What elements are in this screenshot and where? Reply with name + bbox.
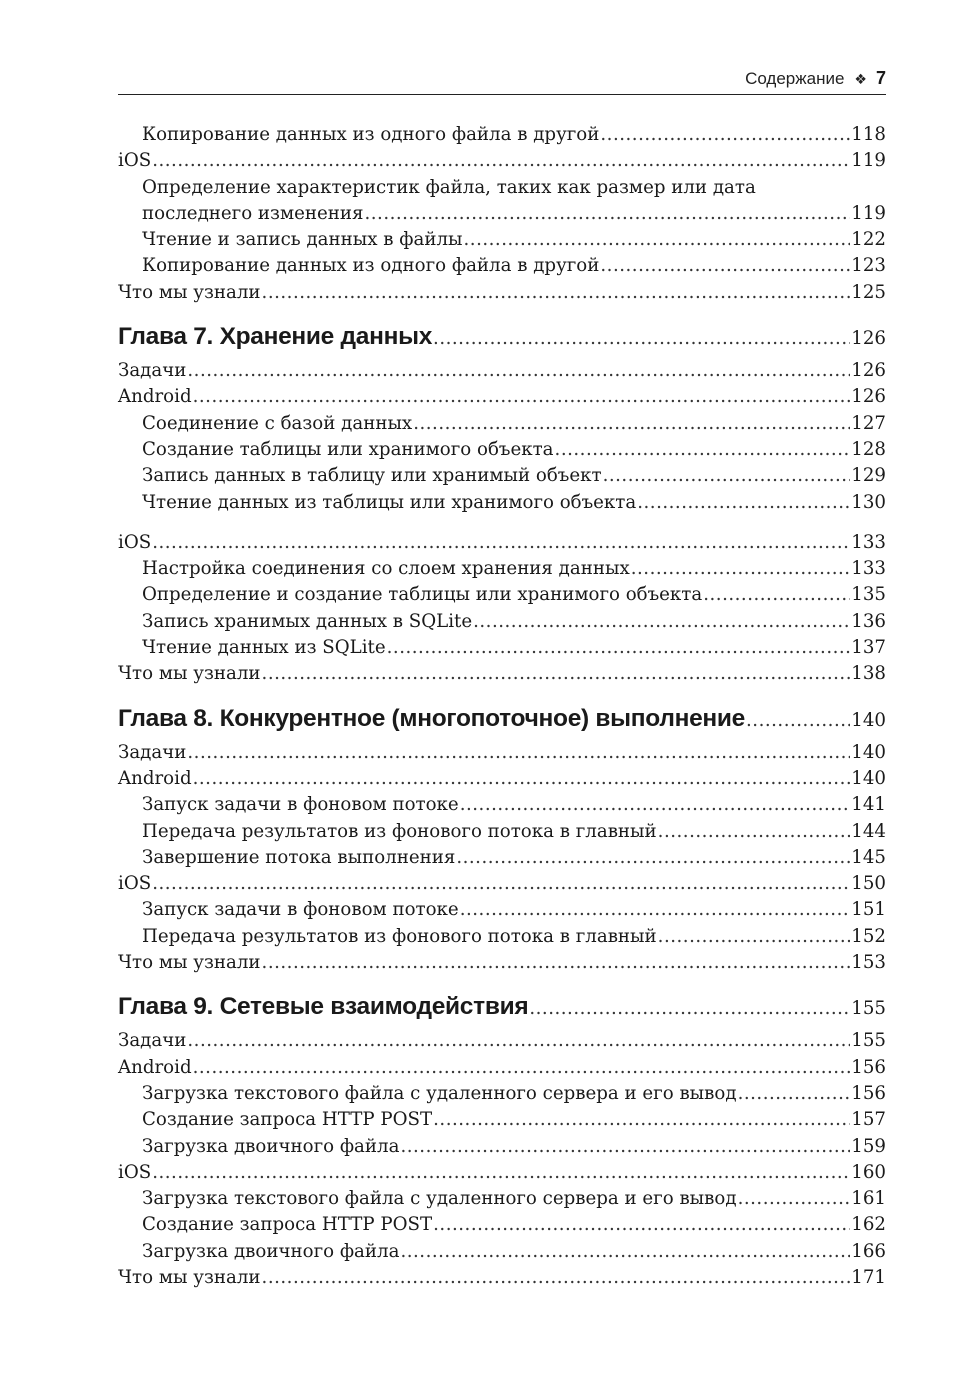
dot-leader [464, 227, 851, 253]
dot-leader [603, 463, 851, 489]
toc-entry[interactable] [118, 358, 886, 384]
toc-entry-title: Загрузка двоичного файла [142, 1135, 400, 1157]
toc-entry-title: Передача результатов из фонового потока в главный [142, 820, 657, 842]
toc-entry-page: 150 [851, 873, 886, 895]
running-header-text [745, 68, 886, 89]
toc-entry[interactable] [118, 924, 886, 950]
spacer [118, 516, 886, 530]
dot-leader [387, 635, 851, 661]
page-number: 7 [875, 68, 886, 88]
toc-entry-title: Чтение данных из SQLite [142, 637, 386, 659]
toc-entry-title: Что мы узнали [118, 663, 261, 685]
dot-leader [555, 437, 851, 463]
toc-entry[interactable] [118, 897, 886, 923]
toc-entry[interactable] [118, 661, 886, 687]
toc-entry-page: 140 [851, 741, 886, 763]
toc-entry[interactable] [118, 635, 886, 661]
chapter-title: Глава 7. Хранение данных [118, 323, 433, 351]
dot-leader [738, 1081, 851, 1107]
toc-entry-page: 161 [851, 1188, 886, 1210]
toc-entry-title: Загрузка текстового файла с удаленного сервера и его вывод [142, 1188, 737, 1210]
toc-entry-title: Создание запроса HTTP POST [142, 1109, 433, 1131]
toc-entry[interactable] [118, 201, 886, 227]
dot-leader [460, 792, 851, 818]
toc-entry[interactable] [118, 122, 886, 148]
dot-leader [152, 148, 850, 174]
dot-leader [193, 766, 851, 792]
toc-entry-page: 122 [851, 229, 886, 251]
toc-entry-page: 166 [851, 1240, 886, 1262]
toc-entry-page: 133 [851, 531, 886, 553]
toc-entry-title: Что мы узнали [118, 952, 261, 974]
toc-entry-title: Определение и создание таблицы или хранимого объекта [142, 584, 703, 606]
dot-leader [152, 1160, 850, 1186]
dot-leader [187, 1028, 850, 1054]
toc-entry-title: Android [118, 767, 192, 789]
toc-entry-title: Настройка соединения со слоем хранения данных [142, 558, 630, 580]
toc-entry-title: Чтение и запись данных в файлы [142, 229, 463, 251]
dot-leader [658, 924, 851, 950]
toc-entry[interactable] [118, 384, 886, 410]
toc-entry[interactable] [118, 280, 886, 306]
toc-entry-page: 156 [851, 1082, 886, 1104]
toc-entry[interactable] [118, 1081, 886, 1107]
chapter-page: 140 [851, 709, 886, 731]
toc-entry[interactable] [118, 819, 886, 845]
chapter-title: Глава 9. Сетевые взаимодействия [118, 993, 529, 1021]
dot-leader [658, 819, 851, 845]
dot-leader [187, 358, 850, 384]
dot-leader [460, 897, 851, 923]
chapter-page: 155 [851, 998, 886, 1020]
toc-entry-title: Копирование данных из одного файла в другой [142, 124, 600, 145]
dot-leader [262, 950, 851, 976]
toc-entry-title: Чтение данных из таблицы или хранимого объекта [142, 491, 637, 513]
dot-leader [433, 1107, 850, 1133]
toc-entry-title: Что мы узнали [118, 1266, 261, 1288]
toc-entry-page: 160 [851, 1161, 886, 1183]
toc-entry[interactable] [118, 1186, 886, 1212]
dot-leader [400, 1239, 850, 1265]
toc-chapter-7[interactable] [118, 320, 886, 354]
toc-entry-page: 119 [851, 202, 886, 224]
dot-leader [193, 384, 851, 410]
toc-entry-page: 137 [851, 637, 886, 659]
toc-entry-title: Копирование данных из одного файла в другой [142, 255, 600, 277]
toc-entry-page: 155 [851, 1030, 886, 1052]
toc-entry[interactable] [118, 792, 886, 818]
toc-entry-page: 136 [851, 610, 886, 632]
dot-leader [187, 740, 850, 766]
toc-entry-page: 152 [851, 925, 886, 947]
toc-entry-title: Запуск задачи в фоновом потоке [142, 794, 459, 816]
dot-leader [600, 253, 850, 279]
toc-entry-title: Определение характеристик файла, таких как размер или дата [142, 176, 756, 198]
table-of-contents [118, 122, 886, 1291]
toc-entry-title: последнего изменения [142, 202, 364, 224]
ornament-icon: ❖ [854, 71, 867, 87]
toc-entry-page: 138 [851, 663, 886, 685]
dot-leader [400, 1134, 850, 1160]
toc-entry[interactable] [118, 437, 886, 463]
toc-entry-title: Загрузка двоичного файла [142, 1240, 400, 1262]
chapter-page: 126 [851, 328, 886, 350]
toc-entry-title: iOS [118, 873, 152, 895]
toc-entry-page: 126 [851, 360, 886, 382]
toc-entry-title: Создание запроса HTTP POST [142, 1214, 433, 1236]
toc-entry-page: 140 [851, 767, 886, 789]
toc-entry[interactable] [118, 1134, 886, 1160]
toc-entry[interactable] [118, 253, 886, 279]
toc-chapter-9[interactable] [118, 990, 886, 1024]
toc-entry-title: Запуск задачи в фоновом потоке [142, 899, 459, 921]
toc-entry-page: 133 [851, 558, 886, 580]
dot-leader [193, 1055, 851, 1081]
toc-entry[interactable] [118, 845, 886, 871]
toc-entry[interactable] [118, 411, 886, 437]
running-header [118, 66, 886, 95]
toc-entry[interactable] [118, 148, 886, 174]
toc-entry-page: 144 [851, 820, 886, 842]
toc-entry-page: 129 [851, 465, 886, 487]
toc-entry-page: 162 [851, 1214, 886, 1236]
dot-leader [473, 609, 850, 635]
dot-leader [433, 322, 850, 356]
toc-entry[interactable] [118, 1212, 886, 1238]
toc-entry[interactable] [118, 740, 886, 766]
toc-entry-page: 135 [851, 584, 886, 606]
toc-entry[interactable] [118, 1107, 886, 1133]
toc-entry-page: 127 [851, 412, 886, 434]
toc-entry-title: iOS [118, 531, 152, 553]
toc-entry-title: Передача результатов из фонового потока в главный [142, 925, 657, 947]
dot-leader [703, 582, 850, 608]
toc-entry-title: Запись данных в таблицу или хранимый объект [142, 465, 602, 487]
dot-leader [529, 992, 850, 1026]
toc-entry-title: Android [118, 386, 192, 408]
dot-leader [631, 556, 851, 582]
toc-entry[interactable] [118, 1028, 886, 1054]
toc-entry-page: 118 [851, 124, 886, 145]
toc-entry-title: Создание таблицы или хранимого объекта [142, 438, 554, 460]
dot-leader [152, 530, 850, 556]
toc-entry-page: 151 [851, 899, 886, 921]
dot-leader [364, 201, 850, 227]
toc-entry-title: Задачи [118, 1030, 187, 1052]
toc-entry-page: 156 [851, 1056, 886, 1078]
toc-entry[interactable] [118, 950, 886, 976]
dot-leader [746, 704, 850, 738]
toc-entry[interactable] [118, 490, 886, 516]
dot-leader [262, 280, 851, 306]
toc-entry-page: 130 [851, 491, 886, 513]
toc-entry-page: 123 [851, 255, 886, 277]
toc-entry[interactable] [118, 227, 886, 253]
toc-entry[interactable] [118, 556, 886, 582]
toc-entry[interactable] [118, 766, 886, 792]
running-header-title: Содержание [745, 69, 845, 88]
toc-entry-title: iOS [118, 1161, 152, 1183]
chapter-title: Глава 8. Конкурентное (многопоточное) выполнение [118, 704, 746, 732]
toc-entry-title: iOS [118, 150, 152, 172]
toc-entry[interactable] [118, 463, 886, 489]
toc-entry-page: 157 [851, 1109, 886, 1131]
toc-entry-page: 145 [851, 846, 886, 868]
dot-leader [456, 845, 850, 871]
toc-entry-page: 159 [851, 1135, 886, 1157]
toc-entry[interactable] [118, 871, 886, 897]
toc-entry-title: Загрузка текстового файла с удаленного сервера и его вывод [142, 1082, 737, 1104]
toc-entry-title: Соединение с базой данных [142, 412, 413, 434]
toc-entry-page: 128 [851, 438, 886, 460]
toc-entry-line1[interactable] [118, 175, 886, 201]
dot-leader [600, 122, 850, 148]
toc-entry[interactable] [118, 1160, 886, 1186]
toc-entry[interactable] [118, 1239, 886, 1265]
toc-chapter-8[interactable] [118, 702, 886, 736]
toc-entry-title: Запись хранимых данных в SQLite [142, 610, 473, 632]
toc-entry-page: 119 [851, 150, 886, 172]
toc-entry-page: 153 [851, 952, 886, 974]
dot-leader [433, 1212, 850, 1238]
toc-entry-title: Задачи [118, 741, 187, 763]
toc-entry-page: 171 [851, 1266, 886, 1288]
toc-entry-title: Задачи [118, 360, 187, 382]
dot-leader [738, 1186, 851, 1212]
toc-entry[interactable] [118, 1055, 886, 1081]
toc-entry-page: 141 [851, 794, 886, 816]
dot-leader [262, 661, 851, 687]
toc-entry[interactable] [118, 530, 886, 556]
toc-entry-page: 125 [851, 281, 886, 303]
dot-leader [262, 1265, 851, 1291]
toc-entry-title: Завершение потока выполнения [142, 846, 456, 868]
dot-leader [413, 411, 850, 437]
toc-entry-page: 126 [851, 386, 886, 408]
toc-entry[interactable] [118, 609, 886, 635]
toc-entry-title: Что мы узнали [118, 281, 261, 303]
toc-entry[interactable] [118, 1265, 886, 1291]
dot-leader [152, 871, 850, 897]
dot-leader [637, 490, 850, 516]
toc-entry[interactable] [118, 582, 886, 608]
toc-entry-title: Android [118, 1056, 192, 1078]
